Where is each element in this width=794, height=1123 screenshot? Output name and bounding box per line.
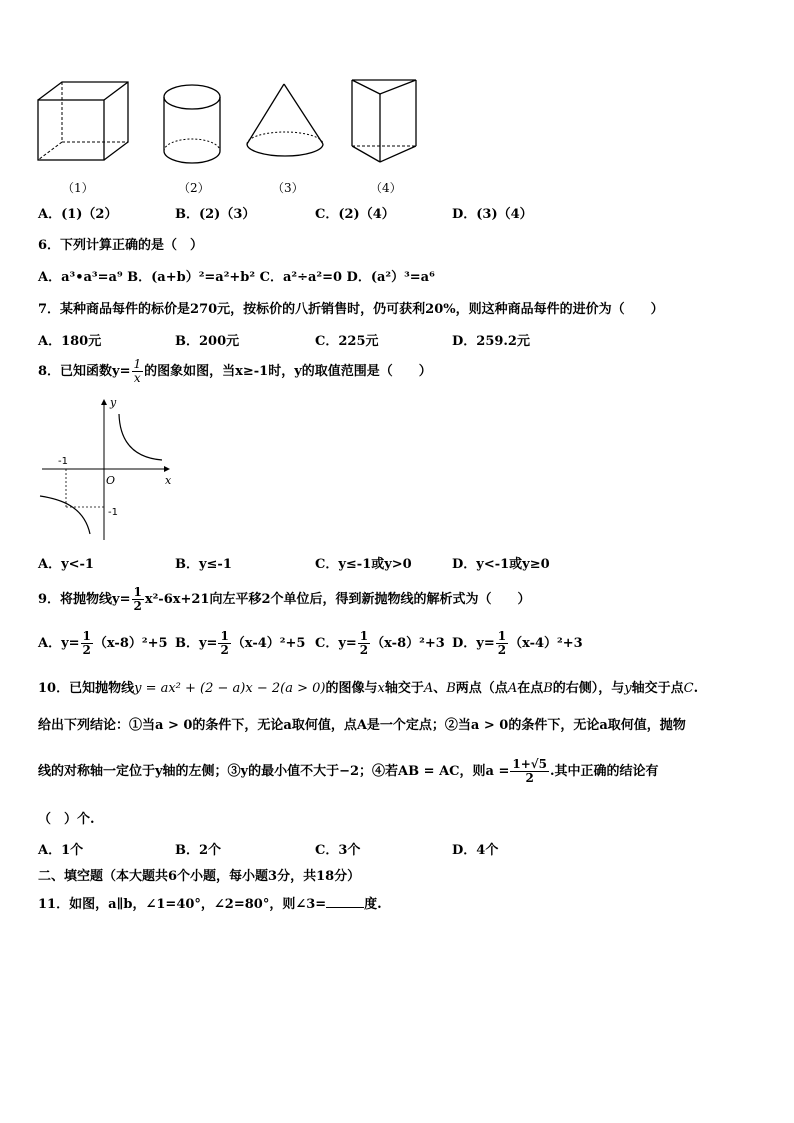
q9-option-c — [315, 630, 445, 657]
figure-label-4: （4） — [370, 181, 402, 195]
q6-stem: 6．下列计算正确的是（ ） — [38, 238, 204, 253]
q10-option-d: D．4个 — [452, 843, 499, 858]
q10-l1-f: 在点 — [517, 681, 544, 696]
q8-option-c: C．y≤-1或y>0 — [315, 557, 412, 572]
q11-stem — [38, 895, 382, 913]
q8-x-mark: -1 — [58, 456, 68, 467]
q11-answer-blank[interactable] — [326, 895, 364, 908]
q5-option-a: A．(1)（2） — [38, 207, 118, 222]
q8-stem — [38, 358, 432, 385]
q10-l1-A: A — [423, 681, 434, 696]
q10-l1-d: 、 — [433, 681, 447, 696]
q9-option-d-num: 1 — [497, 629, 507, 643]
q10-l1-g: 的右侧），与 — [552, 681, 625, 696]
q11-stem-post: 度. — [364, 897, 382, 912]
q10-frac-num: 1+√5 — [512, 757, 547, 771]
q11-stem-pre: 11．如图，a∥b，∠1=40°，∠2=80°，则∠3= — [38, 897, 327, 912]
q8-origin-label: O — [106, 474, 116, 487]
q8-branch-negative — [40, 496, 90, 534]
q9-option-c-den: 2 — [359, 643, 369, 657]
q8-stem-pre: 8．已知函数y= — [38, 364, 131, 379]
q10-l1-y: y — [624, 681, 632, 696]
q9-option-a-num: 1 — [82, 629, 91, 643]
figure-label-3: （3） — [272, 181, 304, 195]
q10-l1-i: . — [693, 681, 699, 696]
q8-x-axis-label: x — [165, 474, 172, 487]
q6-options: A．a³•a³=a⁹ B．(a+b）²=a²+b² C．a²÷a²=0 D．(a²）³=a⁶ — [38, 270, 435, 285]
q7-option-b: B．200元 — [175, 334, 240, 349]
q9-frac-den: 2 — [133, 599, 142, 613]
q9-option-b — [175, 630, 305, 657]
q9-option-b-frac — [218, 630, 230, 657]
q9-option-b-post: （x-4）²+5 — [231, 636, 306, 651]
q10-line-1 — [38, 681, 698, 697]
q9-option-d-post: （x-4）²+3 — [509, 636, 583, 651]
q10-formula: y = ax² + (2 − a)x − 2(a > 0) — [134, 681, 326, 696]
q10-l1-x: x — [377, 681, 385, 696]
q10-l1-b: 的图像与 — [325, 681, 378, 696]
q9-option-d-frac — [496, 630, 508, 657]
q7-stem: 7．某种商品每件的标价是270元，按标价的八折销售时，仍可获利20%，则这种商品每件的进价为（ ） — [38, 302, 664, 317]
q10-line-3 — [38, 758, 659, 785]
q9-option-b-pre: B．y= — [175, 636, 218, 651]
q8-graph — [38, 396, 174, 542]
q8-frac-num: 1 — [133, 357, 142, 371]
q9-option-a-pre: A．y= — [38, 636, 80, 651]
cylinder-figure — [162, 83, 222, 167]
q10-l1-a: 10．已知抛物线 — [38, 681, 135, 696]
q10-option-c: C．3个 — [315, 843, 361, 858]
q9-option-b-den: 2 — [220, 643, 229, 657]
q10-l1-B2: B — [543, 681, 553, 696]
q9-option-c-pre: C．y= — [315, 636, 357, 651]
cube-figure — [36, 80, 130, 162]
q9-option-a — [38, 630, 168, 657]
section-2-title: 二、填空题（本大题共6个小题，每小题3分，共18分） — [38, 869, 361, 884]
q9-option-c-frac — [358, 630, 370, 657]
figure-label-2: （2） — [178, 181, 210, 195]
q10-l3-a: 线的对称轴一定位于y轴的左侧；③y的最小值不大于−2；④若AB = AC，则a = — [38, 764, 510, 779]
cone-figure — [244, 82, 326, 160]
q9-option-d-den: 2 — [497, 643, 507, 657]
q8-stem-post: 的图象如图，当x≥-1时，y的取值范围是（ ） — [144, 364, 432, 379]
q7-option-d: D．259.2元 — [452, 334, 530, 349]
q10-line-2: 给出下列结论：①当a > 0的条件下，无论a取何值，点A是一个定点；②当a > 0的条件下，无论a取何值，抛物 — [38, 718, 686, 733]
q9-stem — [38, 586, 531, 613]
q9-fraction — [132, 586, 144, 613]
q10-l1-h: 轴交于点 — [631, 681, 684, 696]
q9-stem-post: x²-6x+21向左平移2个单位后，得到新抛物线的解析式为（ ） — [144, 592, 531, 607]
q7-option-c: C．225元 — [315, 334, 379, 349]
q5-option-d: D．(3)（4） — [452, 207, 533, 222]
q9-option-c-post: （x-8）²+3 — [371, 636, 445, 651]
q8-branch-positive — [119, 414, 162, 460]
q10-line-4: （ ）个. — [38, 812, 95, 827]
q10-option-a: A．1个 — [38, 843, 84, 858]
q10-l1-e: 两点（点 — [455, 681, 508, 696]
figure-label-1: （1） — [62, 181, 94, 195]
q10-l3-b: .其中正确的结论有 — [549, 764, 659, 779]
q10-frac-den: 2 — [525, 771, 534, 785]
q9-option-a-post: （x-8）²+5 — [93, 636, 168, 651]
q9-option-b-num: 1 — [220, 629, 229, 643]
q10-option-b: B．2个 — [175, 843, 222, 858]
q8-y-mark: -1 — [108, 507, 118, 518]
q8-y-axis-label: y — [110, 396, 117, 409]
q8-option-b: B．y≤-1 — [175, 557, 232, 572]
q9-option-d-pre: D．y= — [452, 636, 495, 651]
prism-figure — [350, 78, 418, 164]
q9-option-c-num: 1 — [359, 629, 369, 643]
q5-option-b: B．(2)（3） — [175, 207, 256, 222]
q10-l1-B: B — [446, 681, 456, 696]
q9-option-d — [452, 630, 583, 657]
q10-l1-C: C — [683, 681, 694, 696]
q10-l1-A2: A — [507, 681, 518, 696]
q7-option-a: A．180元 — [38, 334, 102, 349]
q8-option-a: A．y<-1 — [38, 557, 94, 572]
q8-fraction — [132, 358, 144, 385]
q9-option-a-frac — [81, 630, 93, 657]
q9-frac-num: 1 — [133, 585, 142, 599]
q10-l1-c: 轴交于 — [384, 681, 424, 696]
q5-option-c: C．(2)（4） — [315, 207, 395, 222]
q8-frac-den: x — [133, 371, 141, 385]
q9-option-a-den: 2 — [82, 643, 91, 657]
q9-stem-pre: 9．将抛物线y= — [38, 592, 131, 607]
q8-option-d: D．y<-1或y≥0 — [452, 557, 550, 572]
q10-fraction — [510, 758, 549, 785]
